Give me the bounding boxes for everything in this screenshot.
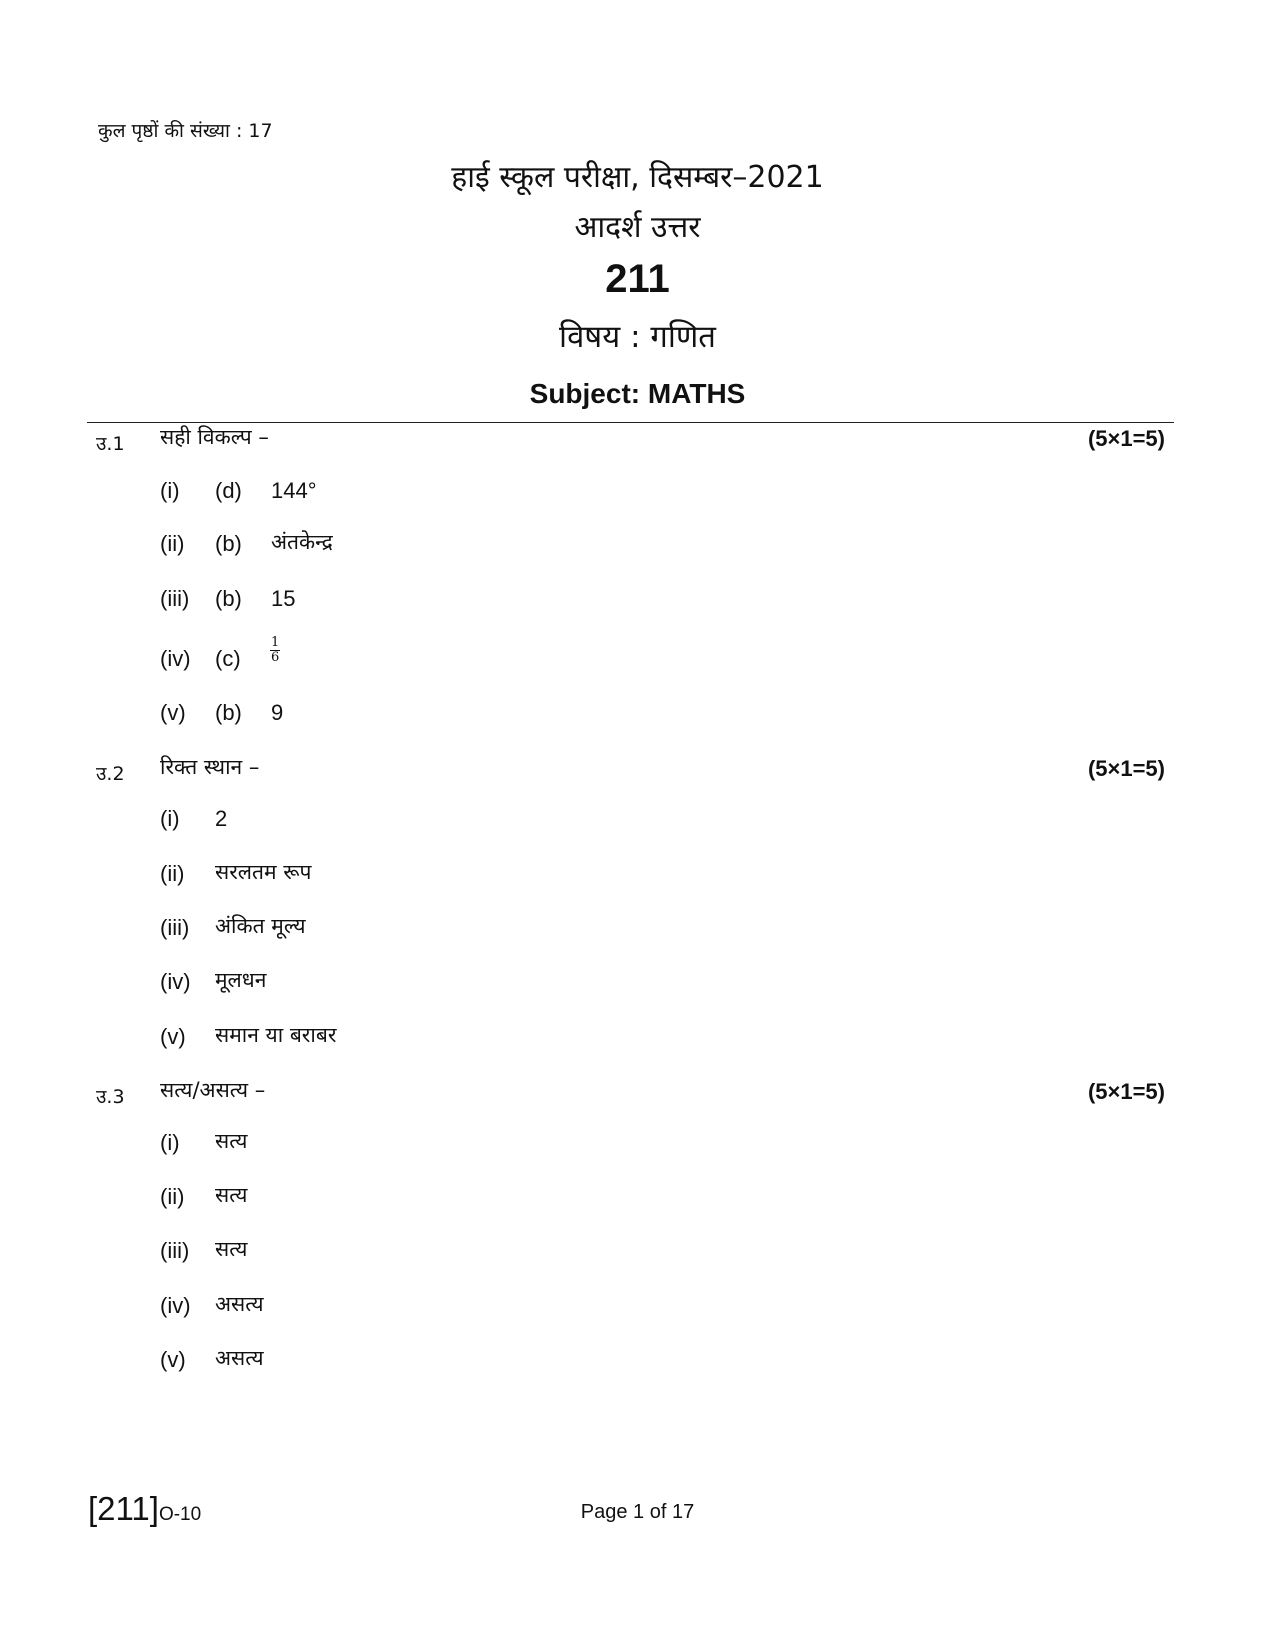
section-marks: (5×1=5) — [1087, 1079, 1165, 1104]
section-number: उ.3 — [96, 1086, 125, 1108]
item-answer: सरलतम रूप — [215, 860, 312, 884]
item-option: (d) — [215, 478, 242, 503]
item-answer: 15 — [271, 586, 296, 611]
item-number: (i) — [160, 1130, 180, 1155]
section-number: उ.2 — [96, 763, 125, 785]
section-title: सत्य/असत्य – — [160, 1078, 266, 1102]
item-answer: सत्य — [215, 1237, 248, 1261]
subject-english: Subject: MATHS — [529, 378, 746, 409]
fraction-denominator: 6 — [271, 650, 280, 665]
footer-code-sub: O-10 — [158, 1504, 202, 1525]
item-option: (b) — [215, 700, 242, 725]
item-number: (ii) — [160, 1184, 185, 1209]
item-answer: 9 — [271, 700, 284, 725]
item-number: (v) — [160, 700, 186, 725]
item-option: (c) — [215, 646, 241, 671]
item-answer: असत्य — [215, 1292, 264, 1316]
item-number: (ii) — [160, 531, 185, 556]
item-number: (v) — [160, 1347, 186, 1372]
section-title: रिक्त स्थान – — [160, 755, 260, 779]
item-answer: अंतकेन्द्र — [271, 530, 333, 554]
item-number: (iii) — [160, 915, 190, 940]
item-answer: सत्य — [215, 1183, 248, 1207]
item-option: (b) — [215, 531, 242, 556]
item-answer: अंकित मूल्य — [215, 914, 306, 938]
item-number: (iii) — [160, 586, 190, 611]
paper-code: 211 — [605, 257, 670, 301]
subject-hindi: विषय : गणित — [559, 319, 716, 355]
item-answer: असत्य — [215, 1346, 264, 1370]
fraction-answer — [270, 636, 280, 665]
fraction-numerator: 1 — [271, 635, 280, 650]
item-number: (iv) — [160, 969, 191, 994]
item-answer: 2 — [215, 806, 228, 831]
exam-title: हाई स्कूल परीक्षा, दिसम्बर–2021 — [451, 160, 824, 195]
item-number: (i) — [160, 478, 180, 503]
section-number: उ.1 — [96, 433, 125, 455]
section-marks: (5×1=5) — [1087, 426, 1165, 451]
item-number: (iv) — [160, 646, 191, 671]
item-number: (i) — [160, 806, 180, 831]
item-answer: मूलधन — [215, 968, 267, 992]
item-answer: 144° — [271, 478, 317, 503]
model-answer-heading: आदर्श उत्तर — [574, 210, 701, 245]
item-number: (v) — [160, 1024, 186, 1049]
footer-code-main: [211] — [88, 1490, 159, 1527]
footer-page-number: Page 1 of 17 — [580, 1501, 695, 1523]
item-option: (b) — [215, 586, 242, 611]
section-title: सही विकल्प – — [160, 425, 269, 449]
item-number: (iv) — [160, 1293, 191, 1318]
section-marks: (5×1=5) — [1087, 756, 1165, 781]
page-count-label: कुल पृष्ठों की संख्या : 17 — [98, 120, 273, 142]
item-number: (iii) — [160, 1238, 190, 1263]
item-answer: सत्य — [215, 1129, 248, 1153]
item-answer: समान या बराबर — [215, 1023, 337, 1047]
item-number: (ii) — [160, 861, 185, 886]
